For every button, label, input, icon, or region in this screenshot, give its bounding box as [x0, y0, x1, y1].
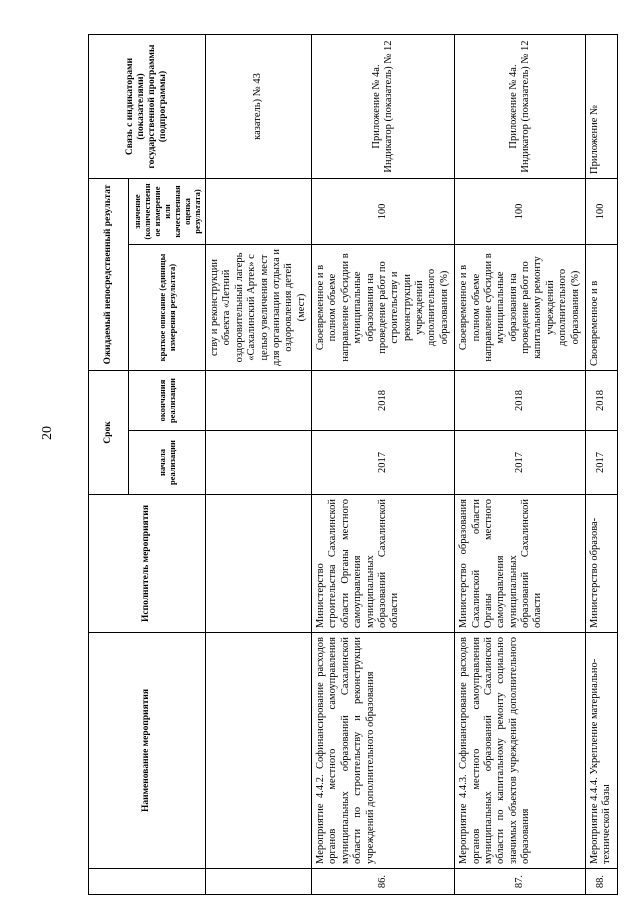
- header-indicator-link: Связь с индикаторами (показателями) государственной программы (подпрограммы): [89, 35, 206, 179]
- cell-row-number: 88.: [585, 869, 617, 895]
- cell-start-year: 2017: [585, 431, 617, 495]
- cell-end-year: 2018: [312, 371, 455, 431]
- cell-end-year: 2018: [455, 371, 586, 431]
- cell-result-description: ству и реконструкции объекта «Летний оздоровительный лагерь «Сахалинский Артек» с целью увеличения мест для организации отдыха и оздоровления детей (мест): [206, 245, 312, 371]
- header-expected-result: Ожидаемый непосредственный результат: [89, 179, 129, 371]
- cell-result-value: 100: [312, 179, 455, 245]
- cell-empty: [206, 179, 312, 245]
- cell-empty: [206, 495, 312, 633]
- cell-executor: Министерство образова-: [585, 495, 617, 633]
- cell-executor: Министерство строительства Сахалинской области Органы местного самоуправления муниципальных образований Сахалинской области: [312, 495, 455, 633]
- cell-empty: [206, 633, 312, 869]
- header-number: [89, 869, 206, 895]
- cell-row-number: 87.: [455, 869, 586, 895]
- table-row: [455, 35, 586, 895]
- rotated-page-content: [88, 35, 613, 895]
- cell-end-year: 2018: [585, 371, 617, 431]
- header-term-start: начала реализации: [129, 431, 206, 495]
- cell-indicator-link: Приложение № 4а. Индикатор (показатель) № 12: [312, 35, 455, 179]
- measures-table: [88, 34, 618, 895]
- table-header-row: [89, 35, 129, 895]
- header-result-description: краткое описание (единицы измерения результата): [129, 245, 206, 371]
- cell-empty: [206, 371, 312, 431]
- cell-measure-name: Мероприятие 4.4.4. Укрепление материально-технической базы: [585, 633, 617, 869]
- header-measure-name: Наименование мероприятия: [89, 633, 206, 869]
- header-term: Срок: [89, 371, 129, 495]
- cell-result-value: 100: [455, 179, 586, 245]
- cell-result-description: Своевременное и в полном объеме направление субсидии в муниципальные образования на проведение работ по строительству и реконструкции учреждений дополнительного образования (%): [312, 245, 455, 371]
- cell-indicator-link: казатель) № 43: [206, 35, 312, 179]
- cell-result-description: Своевременное и в: [585, 245, 617, 371]
- table-row-continuation: [206, 35, 312, 895]
- cell-executor: Министерство образования Сахалинской области Органы местного самоуправления муниципальных образований Сахалинской области: [455, 495, 586, 633]
- cell-result-description: Своевременное и в полном объеме направление субсидии в муниципальные образования на проведение работ по капитальному ремонту учреждений дополнительного образования (%): [455, 245, 586, 371]
- cell-start-year: 2017: [312, 431, 455, 495]
- cell-result-value: 100: [585, 179, 617, 245]
- cell-start-year: 2017: [455, 431, 586, 495]
- table-row: [585, 35, 617, 895]
- header-term-end: окончания реализации: [129, 371, 206, 431]
- table-row: [312, 35, 455, 895]
- cell-empty: [206, 869, 312, 895]
- cell-measure-name: Мероприятие 4.4.3. Софинансирование расходов органов местного самоуправления муниципальных образований Сахалинской области по капитальному ремонту социально значимых объектов учреждений дополнительного образования: [455, 633, 586, 869]
- cell-measure-name: Мероприятие 4.4.2. Софинансирование расходов органов местного самоуправления муниципальных образований Сахалинской области по строительству и реконструкции учреждений дополнительного образования: [312, 633, 455, 869]
- cell-indicator-link: Приложение №: [585, 35, 617, 179]
- page-number: 20: [40, 426, 55, 440]
- header-executor: Исполнитель мероприятия: [89, 495, 206, 633]
- cell-indicator-link: Приложение № 4а. Индикатор (показатель) № 12: [455, 35, 586, 179]
- cell-empty: [206, 431, 312, 495]
- cell-row-number: 86.: [312, 869, 455, 895]
- header-result-value: значение (количественное измерение или качественная оценка результата): [129, 179, 206, 245]
